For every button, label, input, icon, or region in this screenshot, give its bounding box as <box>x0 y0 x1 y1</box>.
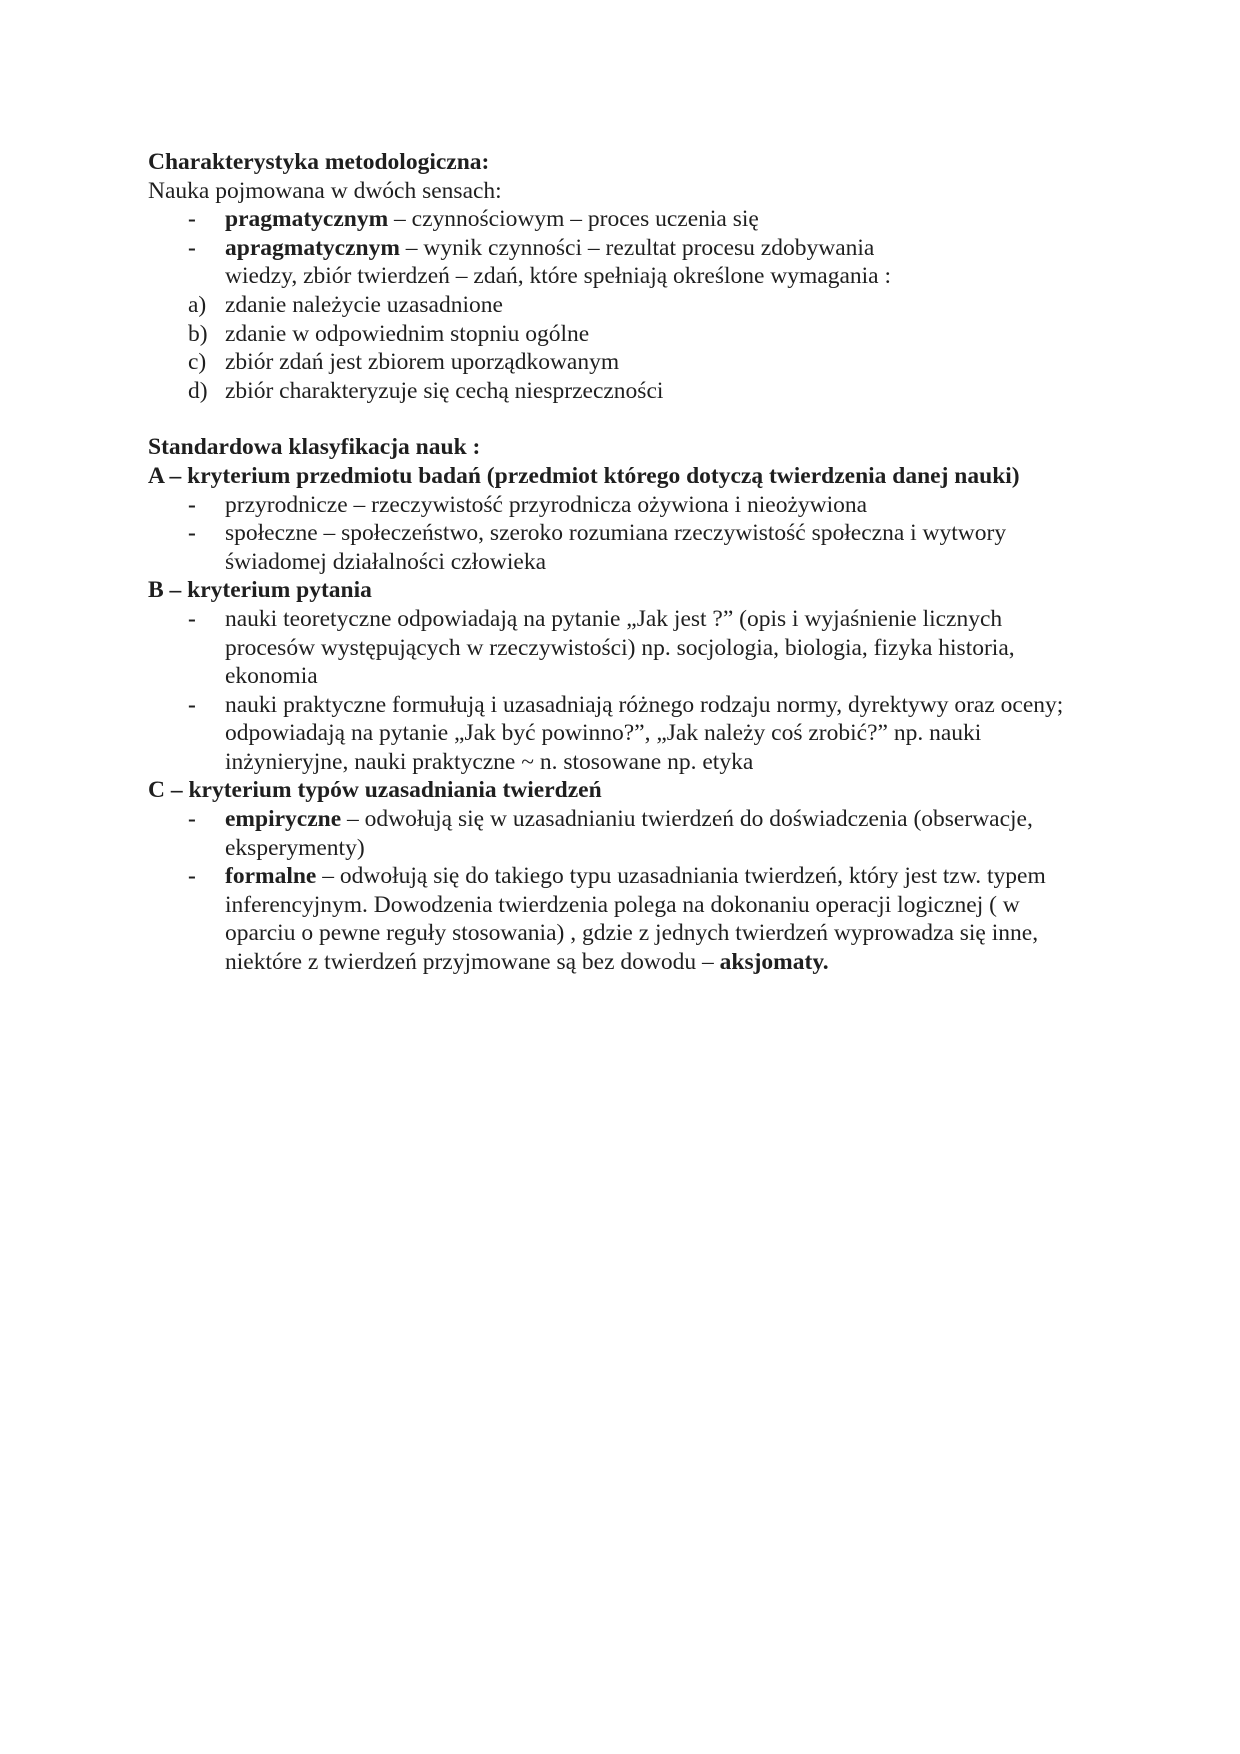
dash-bullet: - <box>188 605 196 632</box>
term-description: – odwołują się w uzasadnianiu twierdzeń do doświadczenia (obserwacje, eksperymenty) <box>225 806 1033 861</box>
lettered-item-text: zdanie w odpowiednim stopniu ogólne <box>225 320 590 347</box>
term-bold: empiryczne <box>225 806 342 833</box>
letter-marker: b) <box>188 320 208 347</box>
term-description: – wynik czynności – rezultat procesu zdobywania wiedzy, zbiór twierdzeń – zdań, które spełniają określone wymagania : <box>225 234 892 290</box>
list-item-text: przyrodnicze – rzeczywistość przyrodnicza ożywiona i nieożywiona <box>225 491 868 518</box>
document-body <box>148 148 1098 977</box>
lettered-item <box>148 320 1098 349</box>
list-item-text <box>225 862 1095 976</box>
group-heading-b: B – kryterium pytania <box>148 577 372 604</box>
list-item-text <box>225 805 1095 862</box>
list-item-text: nauki praktyczne formułują i uzasadniają różnego rodzaju normy, dyrektywy oraz oceny; odpowiadają na pytanie „Jak być powinno?”, „Jak należy coś zrobić?” np. nauki inżynieryjne, nauki praktyczne ~ n. stosowane np. etyka <box>225 691 1064 775</box>
term-description: – odwołują się do takiego typu uzasadniania twierdzeń, który jest tzw. typem inferencyjnym. Dowodzenia twierdzenia polega na dokonaniu operacji logicznej ( w oparciu o pewne reguły stosowania) , gdzie z jednych twierdzeń wyprowadza się inne, niektóre z twierdzeń przyjmowane są bez dowodu – <box>225 863 1046 976</box>
dash-bullet: - <box>188 520 196 547</box>
group-heading-a: A – kryterium przedmiotu badań (przedmiot którego dotyczą twierdzenia danej nauki) <box>148 462 1020 489</box>
list-item <box>148 519 1098 576</box>
lettered-item <box>148 291 1098 320</box>
list-item <box>148 805 1098 862</box>
dash-bullet: - <box>188 491 196 518</box>
section-intro: Nauka pojmowana w dwóch sensach: <box>148 177 502 204</box>
term-bold: apragmatycznym <box>225 234 400 261</box>
list-item-text <box>225 205 1098 234</box>
list-item <box>148 605 1098 691</box>
term-bold-end: aksjomaty. <box>719 949 829 976</box>
dash-bullet: - <box>188 863 196 890</box>
list-item-text: nauki teoretyczne odpowiadają na pytanie „Jak jest ?” (opis i wyjaśnienie licznych procesów występujących w rzeczywistości) np. socjologia, biologia, fizyka historia, ekonomia <box>225 605 1015 690</box>
section-heading-methodology: Charakterystyka metodologiczna: <box>148 149 490 175</box>
term-bold: formalne <box>225 863 317 890</box>
letter-marker: c) <box>188 349 207 376</box>
group-heading-c: C – kryterium typów uzasadniania twierdzeń <box>148 777 602 804</box>
letter-marker: a) <box>188 291 207 318</box>
lettered-item-text: zbiór charakteryzuje się cechą niesprzeczności <box>225 377 664 404</box>
dash-bullet: - <box>188 806 196 833</box>
dash-bullet: - <box>188 691 196 718</box>
list-item-text: społeczne – społeczeństwo, szeroko rozumiana rzeczywistość społeczna i wytwory świadomej działalności człowieka <box>225 520 1007 575</box>
lettered-item-text: zdanie należycie uzasadnione <box>225 291 503 318</box>
dash-bullet: - <box>188 206 196 233</box>
term-description: – czynnościowym – proces uczenia się <box>388 206 759 233</box>
section-heading-classification: Standardowa klasyfikacja nauk : <box>148 434 481 461</box>
dash-bullet: - <box>188 234 196 261</box>
term-bold: pragmatycznym <box>225 206 389 233</box>
list-item <box>148 862 1098 976</box>
list-item <box>148 234 1098 291</box>
paragraph-spacer <box>148 405 1098 433</box>
lettered-item <box>148 377 1098 406</box>
list-item <box>148 491 1098 520</box>
lettered-item-text: zbiór zdań jest zbiorem uporządkowanym <box>225 349 620 376</box>
letter-marker: d) <box>188 377 208 404</box>
list-item <box>148 691 1098 777</box>
list-item-text <box>225 234 945 291</box>
lettered-item <box>148 348 1098 377</box>
list-item <box>148 205 1098 234</box>
